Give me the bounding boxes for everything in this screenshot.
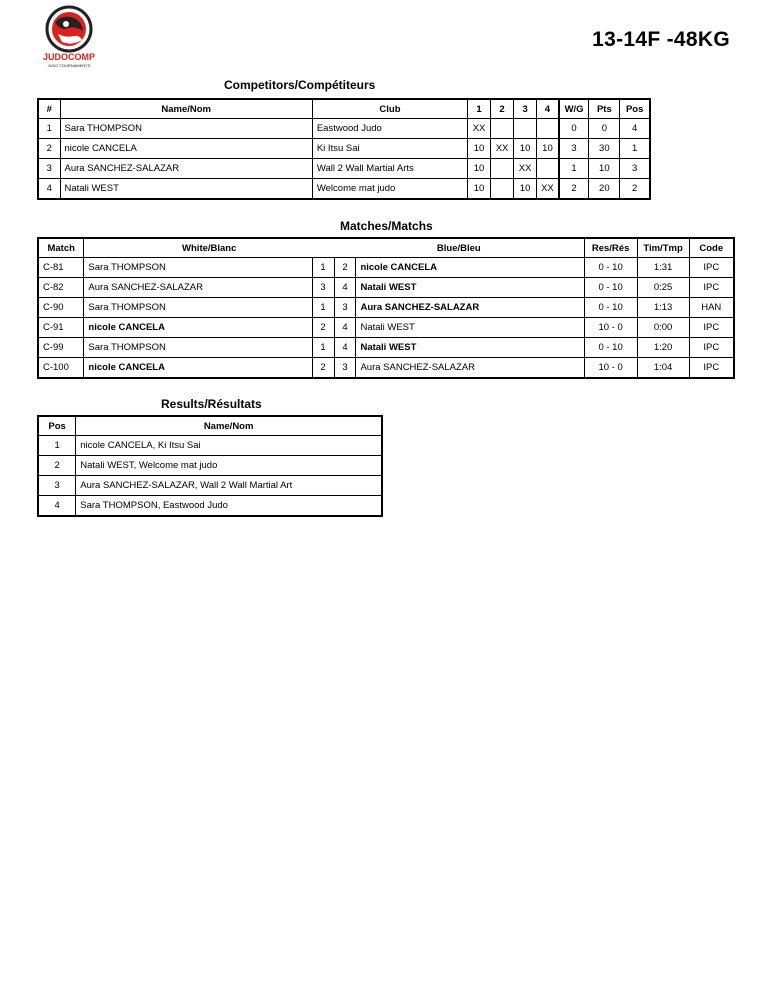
- matches-table: [37, 237, 735, 379]
- match-id: C-81: [38, 258, 84, 278]
- result-name: Aura SANCHEZ-SALAZAR, Wall 2 Wall Martial Art: [76, 476, 382, 496]
- match-code: IPC: [689, 258, 734, 278]
- competitor-name: Aura SANCHEZ-SALAZAR: [60, 159, 312, 179]
- score-vs-4: [537, 119, 559, 139]
- svg-text:JUDO TOURNAMENTS: JUDO TOURNAMENTS: [47, 63, 91, 68]
- match-id: C-91: [38, 318, 84, 338]
- position: 4: [620, 119, 650, 139]
- score-vs-1: 10: [468, 139, 491, 159]
- score-vs-3: [514, 119, 537, 139]
- result-position: 4: [38, 496, 76, 517]
- white-number: 1: [312, 258, 334, 278]
- competitor-club: Ki Itsu Sai: [312, 139, 467, 159]
- col-name: Name/Nom: [60, 99, 312, 119]
- competitors-table: [37, 98, 651, 200]
- col-white: White/Blanc: [84, 238, 334, 258]
- result-row: [38, 456, 382, 476]
- match-time: 0:00: [637, 318, 689, 338]
- competitors-header-row: [38, 99, 650, 119]
- competitor-row: [38, 139, 650, 159]
- match-time: 0:25: [637, 278, 689, 298]
- match-code: IPC: [689, 318, 734, 338]
- results-table: [37, 415, 383, 517]
- match-id: C-82: [38, 278, 84, 298]
- results-title: Results/Résultats: [161, 397, 262, 411]
- white-number: 1: [312, 338, 334, 358]
- competitor-name: nicole CANCELA: [60, 139, 312, 159]
- score-vs-2: [491, 179, 514, 200]
- match-time: 1:13: [637, 298, 689, 318]
- col-time: Tim/Tmp: [637, 238, 689, 258]
- match-row: [38, 338, 734, 358]
- svg-text:JUDOCOMP: JUDOCOMP: [42, 52, 96, 62]
- score-vs-2: XX: [491, 139, 514, 159]
- white-competitor: Sara THOMPSON: [84, 298, 312, 318]
- division-title: 13-14F -48KG: [592, 28, 730, 51]
- white-number: 2: [312, 358, 334, 379]
- match-row: [38, 318, 734, 338]
- points: 20: [589, 179, 620, 200]
- col-club: Club: [312, 99, 467, 119]
- wins: 0: [559, 119, 589, 139]
- col-num: #: [38, 99, 60, 119]
- col-res-name: Name/Nom: [76, 416, 382, 436]
- blue-number: 2: [334, 258, 356, 278]
- match-row: [38, 358, 734, 379]
- blue-competitor: Natali WEST: [356, 278, 584, 298]
- white-competitor: nicole CANCELA: [84, 318, 312, 338]
- result-position: 1: [38, 436, 76, 456]
- wins: 1: [559, 159, 589, 179]
- col-pos: Pos: [620, 99, 650, 119]
- match-row: [38, 258, 734, 278]
- results-header-row: [38, 416, 382, 436]
- match-code: HAN: [689, 298, 734, 318]
- competitor-club: Wall 2 Wall Martial Arts: [312, 159, 467, 179]
- white-number: 2: [312, 318, 334, 338]
- competitor-club: Welcome mat judo: [312, 179, 467, 200]
- competitor-row: [38, 179, 650, 200]
- white-competitor: Aura SANCHEZ-SALAZAR: [84, 278, 312, 298]
- competitor-name: Natali WEST: [60, 179, 312, 200]
- match-id: C-100: [38, 358, 84, 379]
- col-res-pos: Pos: [38, 416, 76, 436]
- position: 3: [620, 159, 650, 179]
- score-vs-3: XX: [514, 159, 537, 179]
- match-id: C-90: [38, 298, 84, 318]
- result-row: [38, 436, 382, 456]
- competitor-number: 1: [38, 119, 60, 139]
- match-id: C-99: [38, 338, 84, 358]
- result-row: [38, 496, 382, 517]
- score-vs-1: 10: [468, 159, 491, 179]
- match-time: 1:20: [637, 338, 689, 358]
- match-result: 0 - 10: [584, 278, 637, 298]
- match-code: IPC: [689, 338, 734, 358]
- white-competitor: nicole CANCELA: [84, 358, 312, 379]
- blue-number: 4: [334, 278, 356, 298]
- competitors-title: Competitors/Compétiteurs: [224, 78, 376, 92]
- result-name: Sara THOMPSON, Eastwood Judo: [76, 496, 382, 517]
- col-blue: Blue/Bleu: [334, 238, 584, 258]
- match-result: 0 - 10: [584, 298, 637, 318]
- competitor-row: [38, 119, 650, 139]
- blue-competitor: Aura SANCHEZ-SALAZAR: [356, 358, 584, 379]
- col-r1: 1: [468, 99, 491, 119]
- blue-competitor: Aura SANCHEZ-SALAZAR: [356, 298, 584, 318]
- judocomp-logo: [38, 4, 100, 70]
- col-pts: Pts: [589, 99, 620, 119]
- col-match: Match: [38, 238, 84, 258]
- blue-number: 3: [334, 298, 356, 318]
- match-row: [38, 298, 734, 318]
- col-r4: 4: [537, 99, 559, 119]
- blue-number: 4: [334, 338, 356, 358]
- match-code: IPC: [689, 358, 734, 379]
- white-competitor: Sara THOMPSON: [84, 258, 312, 278]
- col-wg: W/G: [559, 99, 589, 119]
- col-r3: 3: [514, 99, 537, 119]
- wins: 3: [559, 139, 589, 159]
- blue-competitor: Natali WEST: [356, 318, 584, 338]
- result-position: 3: [38, 476, 76, 496]
- score-vs-2: [491, 159, 514, 179]
- score-vs-4: 10: [537, 139, 559, 159]
- match-time: 1:31: [637, 258, 689, 278]
- col-result: Res/Rés: [584, 238, 637, 258]
- score-vs-3: 10: [514, 179, 537, 200]
- result-position: 2: [38, 456, 76, 476]
- white-competitor: Sara THOMPSON: [84, 338, 312, 358]
- blue-competitor: nicole CANCELA: [356, 258, 584, 278]
- score-vs-3: 10: [514, 139, 537, 159]
- match-result: 0 - 10: [584, 338, 637, 358]
- matches-title: Matches/Matchs: [340, 219, 433, 233]
- white-number: 3: [312, 278, 334, 298]
- result-name: nicole CANCELA, Ki Itsu Sai: [76, 436, 382, 456]
- match-code: IPC: [689, 278, 734, 298]
- points: 30: [589, 139, 620, 159]
- score-vs-4: XX: [537, 179, 559, 200]
- score-vs-1: 10: [468, 179, 491, 200]
- result-name: Natali WEST, Welcome mat judo: [76, 456, 382, 476]
- match-row: [38, 278, 734, 298]
- col-code: Code: [689, 238, 734, 258]
- competitor-row: [38, 159, 650, 179]
- competitor-name: Sara THOMPSON: [60, 119, 312, 139]
- points: 10: [589, 159, 620, 179]
- points: 0: [589, 119, 620, 139]
- competitor-club: Eastwood Judo: [312, 119, 467, 139]
- match-result: 0 - 10: [584, 258, 637, 278]
- competitor-number: 4: [38, 179, 60, 200]
- score-vs-2: [491, 119, 514, 139]
- score-vs-1: XX: [468, 119, 491, 139]
- match-time: 1:04: [637, 358, 689, 379]
- wins: 2: [559, 179, 589, 200]
- white-number: 1: [312, 298, 334, 318]
- position: 2: [620, 179, 650, 200]
- match-result: 10 - 0: [584, 358, 637, 379]
- score-vs-4: [537, 159, 559, 179]
- blue-number: 3: [334, 358, 356, 379]
- position: 1: [620, 139, 650, 159]
- competitor-number: 2: [38, 139, 60, 159]
- result-row: [38, 476, 382, 496]
- col-r2: 2: [491, 99, 514, 119]
- competitor-number: 3: [38, 159, 60, 179]
- match-result: 10 - 0: [584, 318, 637, 338]
- blue-number: 4: [334, 318, 356, 338]
- blue-competitor: Natali WEST: [356, 338, 584, 358]
- matches-header-row: [38, 238, 734, 258]
